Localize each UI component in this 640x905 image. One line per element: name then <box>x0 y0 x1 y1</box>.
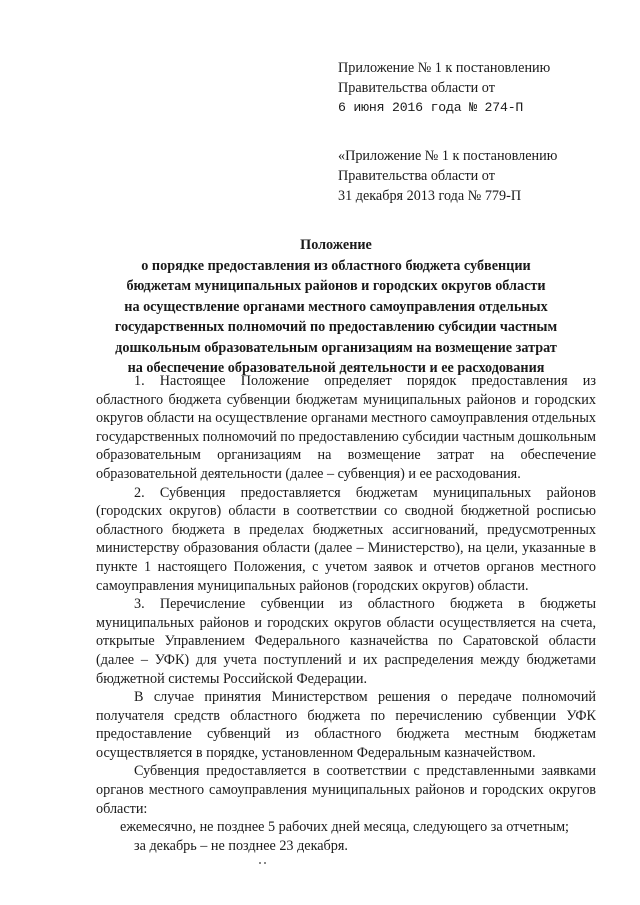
amendment-header-line: Правительства области от <box>338 80 495 96</box>
document-body <box>96 372 596 855</box>
title-line: бюджетам муниципальных районов и городских округов области <box>126 278 546 294</box>
title-line: государственных полномочий по предоставлению субсидии частным <box>114 319 558 335</box>
title-line: дошкольным образовательным организациям на возмещение затрат <box>115 339 557 356</box>
title-line: на осуществление органами местного самоуправления отдельных <box>124 298 548 315</box>
list-item: за декабрь – не позднее 23 декабря. <box>134 837 348 854</box>
title-line: о порядке предоставления из областного бюджета субвенции <box>141 257 531 274</box>
paragraph-5: Субвенция предоставляется в соответствии с представленными заявками органов местного самоуправления муниципальных районов и городских округов области: <box>96 763 596 817</box>
paragraph-4: В случае принятия Министерством решения о передаче полномочий получателя средств областного бюджета по перечислению субвенции УФК предоставление субвенций из областного бюджета местным бюджетам осуществляется в порядке, установленном Федеральным казначейством. <box>96 689 596 761</box>
original-header-line: «Приложение № 1 к постановлению <box>338 148 558 164</box>
amendment-header-line: Приложение № 1 к постановлению <box>338 60 551 76</box>
document-title <box>80 235 592 379</box>
paragraph-3: 3. Перечисление субвенции из областного бюджета в бюджеты муниципальных районов и городских округов области осуществляется на счета, открытые Управлением Федерального казначейства по Саратовской области (далее – УФК) для учета поступлений и их распределения между бюджетами бюджетной системы Российской Федерации. <box>96 596 596 687</box>
title-heading: Положение <box>300 237 372 253</box>
paragraph-1: 1. Настоящее Положение определяет порядок предоставления из областного бюджета субвенции бюджетам муниципальных районов и городских округов области на осуществление органами местного самоуправления отдельных государственных полномочий по предоставлению субсидии частным дошкольным образовательным организациям на возмещение затрат на обеспечение образовательной деятельности (далее – субвенция) и ее расходования. <box>96 373 596 482</box>
title-line: на обеспечение образовательной деятельности и ее расходования <box>127 360 545 376</box>
amendment-header-date: 6 июня 2016 года № 274-П <box>338 100 524 115</box>
paragraph-2: 2. Субвенция предоставляется бюджетам муниципальных районов (городских округов) области в соответствии со сводной бюджетной росписью областного бюджета в пределах бюджетных ассигнований, предусмотренных министерству образования области (далее – Министерство), на цели, указанные в пункте 1 настоящего Положения, с учетом заявок и отчетов органов местного самоуправления муниципальных районов (городских округов) области. <box>96 484 596 594</box>
original-header-date: 31 декабря 2013 года № 779-П <box>338 188 522 204</box>
list-item: ежемесячно, не позднее 5 рабочих дней месяца, следующего за отчетным; <box>120 819 569 836</box>
amendment-header <box>338 58 628 118</box>
scan-speck <box>259 851 273 854</box>
original-header <box>338 146 628 206</box>
original-header-line: Правительства области от <box>338 168 495 184</box>
